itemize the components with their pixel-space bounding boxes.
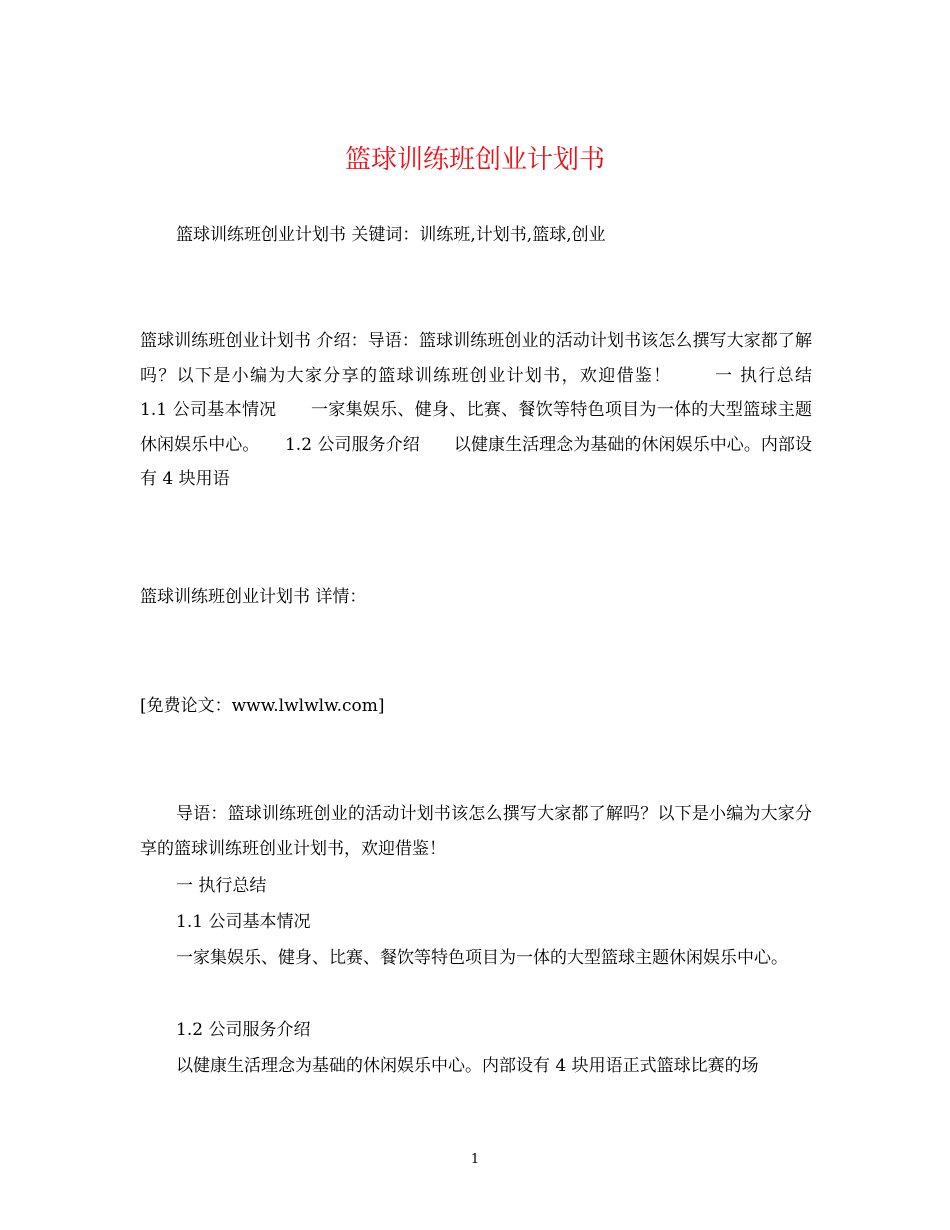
service-intro-text: 以健康生活理念为基础的休闲娱乐中心。内部设有 4 块用语正式篮球比赛的场 bbox=[176, 1056, 759, 1076]
lead-paragraph: 导语：篮球训练班创业的活动计划书该怎么撰写大家都了解吗？以下是小编为大家分享的篮球训练班创业计划书，欢迎借鉴！ bbox=[140, 804, 812, 859]
details-label: 篮球训练班创业计划书 详情： bbox=[140, 587, 367, 607]
document-title: 篮球训练班创业计划书 bbox=[344, 145, 605, 175]
free-paper-link[interactable]: [免费论文：www.lwlwlw.com] bbox=[140, 696, 385, 716]
company-overview-text: 一家集娱乐、健身、比赛、餐饮等特色项目为一体的大型篮球主题休闲娱乐中心。 bbox=[176, 948, 788, 968]
keywords-line: 篮球训练班创业计划书 关键词：训练班,计划书,篮球,创业 bbox=[176, 225, 606, 245]
section-heading-executive-summary: 一 执行总结 bbox=[176, 876, 267, 896]
intro-paragraph: 篮球训练班创业计划书 介绍：导语：篮球训练班创业的活动计划书该怎么撰写大家都了解吗？以下是小编为大家分享的篮球训练班创业计划书，欢迎借鉴！ 一 执行总结 1.1 公司基本情况 一家集娱乐、健身、比赛、餐饮等特色项目为一体的大型篮球主题休闲娱乐中心。 1.2 公司服务介绍 以健康生活理念为基础的休闲娱乐中心。内部设有 4 块用语 bbox=[140, 331, 846, 489]
page-number: 1 bbox=[470, 1152, 480, 1167]
section-heading-company-overview: 1.1 公司基本情况 bbox=[176, 912, 311, 932]
section-heading-service-intro: 1.2 公司服务介绍 bbox=[176, 1020, 311, 1040]
